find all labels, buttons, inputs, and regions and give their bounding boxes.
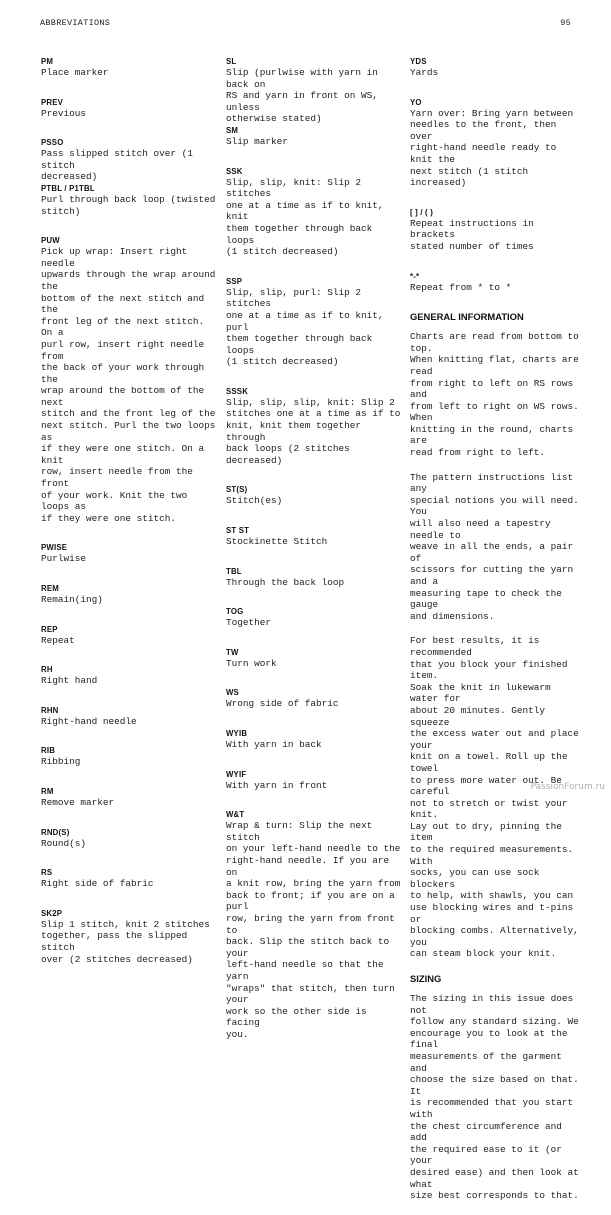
abbr-entry — [41, 56, 216, 79]
abbr-term: RM — [41, 786, 54, 796]
abbreviations-column-1 — [41, 56, 216, 983]
abbreviations-column-2 — [226, 56, 406, 1058]
abbr-entry — [41, 624, 216, 647]
abbr-entry — [410, 207, 582, 253]
abbr-entry — [226, 687, 406, 710]
abbr-definition: Right hand — [41, 675, 98, 687]
abbr-term: RS — [41, 868, 53, 878]
abbr-entry — [226, 525, 406, 548]
abbr-definition: Turn work — [226, 657, 277, 669]
abbr-term: ST ST — [226, 526, 250, 536]
abbr-term: SSP — [226, 276, 243, 286]
abbr-definition: Right side of fabric — [41, 878, 154, 890]
abbr-entry — [41, 235, 216, 524]
abbr-definition: Place marker — [41, 67, 109, 78]
abbr-definition: Through the back loop — [226, 576, 345, 588]
abbr-term: RND(S) — [41, 827, 70, 837]
abbr-term: PSSO — [41, 138, 64, 148]
abbr-definition: Pass slipped stitch over (1 stitch decreased) — [41, 148, 193, 183]
abbr-definition: Wrap & turn: Slip the next stitch on your left-hand needle to the right-hand needle. If you are on a knit row, bring the yarn from back to front; if you are on a purl row, bring the yarn from front to back. Slip the stitch back to your left-hand needle so that the yarn "wraps" that stitch, then turn your work so the other side is facing you. — [226, 820, 401, 1040]
abbr-term: RHN — [41, 705, 59, 715]
abbr-definition: Right-hand needle — [41, 715, 137, 727]
abbr-term: [ ] / ( ) — [410, 207, 434, 217]
abbr-definition: Remain(ing) — [41, 594, 103, 605]
abbr-term: SSSK — [226, 386, 249, 396]
abbr-term: PTBL / P1TBL — [41, 183, 95, 193]
abbr-definition: Slip, slip, knit: Slip 2 stitches one at a time as if to knit, knit them together through back loops (1 stitch decreased) — [226, 176, 384, 258]
abbr-entry — [226, 484, 406, 507]
abbr-entry — [41, 664, 216, 687]
abbr-definition: Purlwise — [41, 553, 87, 565]
abbr-entry — [41, 827, 216, 850]
abbr-definition: Previous — [41, 107, 87, 119]
abbr-entry — [41, 583, 216, 606]
abbr-definition: Yards — [410, 67, 439, 78]
abbr-entry — [226, 56, 406, 125]
abbr-entry — [226, 125, 406, 148]
abbr-term: REM — [41, 584, 59, 593]
abbr-term: SK2P — [41, 908, 63, 918]
abbr-entry — [226, 386, 406, 467]
abbr-entry — [41, 867, 216, 890]
abbr-definition: Round(s) — [41, 837, 87, 849]
abbr-definition: Slip marker — [226, 135, 288, 147]
abbr-term: YO — [410, 97, 422, 107]
abbr-term: RH — [41, 665, 53, 675]
abbr-entry — [410, 56, 582, 79]
abbr-term: ST(S) — [226, 485, 248, 495]
abbr-definition: Purl through back loop (twisted stitch) — [41, 193, 216, 217]
abbr-term: TW — [226, 647, 239, 657]
abbr-entry — [410, 97, 582, 189]
abbr-entry — [226, 809, 406, 1040]
abbr-term: SM — [226, 125, 239, 135]
running-header: ABBREVIATIONS — [40, 18, 111, 28]
abbr-term: PWISE — [41, 543, 68, 553]
abbr-term: PM — [41, 57, 54, 66]
abbr-definition: Slip (purlwise with yarn in back on RS and yarn in front on WS, unless otherwise stated) — [226, 67, 378, 125]
abbr-definition: Slip 1 stitch, knit 2 stitches together, pass the slipped stitch over (2 stitches decreased) — [41, 918, 210, 965]
abbr-term: PREV — [41, 97, 64, 107]
abbreviations-column-3 — [410, 56, 582, 1215]
abbr-entry — [226, 647, 406, 670]
general-paragraph: The pattern instructions list any special notions you will need. You will also need a tapestry needle to weave in all the ends, a pair of scissors for cutting the yarn and a measuring tape to check the gauge and dimensions. — [410, 471, 579, 622]
general-paragraph: Charts are read from bottom to top. When knitting flat, charts are read from right to left on RS rows and from left to right on WS rows. When knitting in the round, charts are read from right to left. — [410, 331, 579, 459]
sizing-heading: SIZING — [410, 973, 442, 984]
abbr-term: WYIF — [226, 769, 247, 779]
abbr-entry — [226, 606, 406, 629]
abbr-definition: Stockinette Stitch — [226, 536, 328, 548]
general-paragraph: For best results, it is recommended that you block your finished item. Soak the knit in lukewarm water for about 20 minutes. Gently squeeze the excess water out and place your knit on a towel. Roll up the towel to press more water out. Be careful not to stretch or twist your knit. Lay out to dry, pinning the item to the required measurements. With socks, you can use sock blockers to help, with shawls, you can use blocking wires and t-pins or blocking combs. Alternatively, you can steam block your knit. — [410, 635, 579, 960]
abbr-term: RIB — [41, 746, 56, 756]
abbr-term: SL — [226, 57, 237, 66]
abbr-definition: Remove marker — [41, 796, 115, 808]
abbr-entry — [226, 166, 406, 258]
abbr-entry — [41, 137, 216, 183]
abbr-definition: Slip, slip, slip, knit: Slip 2 stitches one at a time as if to knit, knit them together through back loops (2 stitches decreased) — [226, 396, 401, 466]
abbr-term: SSK — [226, 166, 243, 176]
sizing-paragraph: The sizing in this issue does not follow any standard sizing. We encourage you to look at the final measurements of the garment and choose the size based on that. It is recommended that you start with the chest circumference and add the required ease to it (or your desired ease) and then look at what size best corresponds to that. — [410, 993, 579, 1202]
abbr-term: W&T — [226, 810, 245, 820]
watermark: PassionForum.ru — [530, 782, 605, 792]
abbr-entry — [41, 183, 216, 217]
abbr-definition: Repeat — [41, 634, 75, 646]
abbr-definition: With yarn in back — [226, 739, 322, 750]
abbr-entry — [41, 97, 216, 120]
abbr-definition: Pick up wrap: Insert right needle upwards through the wrap around the bottom of the next stitch and the front leg of the next stitch. On a purl row, insert right needle from the back of your work through the wrap around the bottom of the next stitch and the front leg of the next stitch. Purl the two loops as if they were one stitch. On a knit row, insert needle from the front of your work. Knit the two loops as if they were one stitch. — [41, 246, 216, 524]
abbr-definition: Together — [226, 617, 272, 629]
abbr-entry — [226, 566, 406, 589]
abbr-term: WS — [226, 688, 239, 698]
abbr-term: WYIB — [226, 729, 248, 738]
abbr-definition: Ribbing — [41, 756, 81, 768]
abbr-definition: Wrong side of fabric — [226, 698, 339, 710]
abbr-entry — [41, 745, 216, 768]
abbr-entry — [41, 908, 216, 965]
abbr-definition: Stitch(es) — [226, 495, 283, 507]
abbr-definition: Slip, slip, purl: Slip 2 stitches one at a time as if to knit, purl them together through back loops (1 stitch decreased) — [226, 286, 384, 368]
page-number: 95 — [560, 18, 571, 28]
abbr-term: TOG — [226, 607, 244, 617]
abbr-term: TBL — [226, 566, 242, 576]
abbr-definition: Repeat instructions in brackets stated number of times — [410, 217, 534, 252]
abbr-entry — [41, 705, 216, 728]
abbr-entry — [226, 769, 406, 792]
abbr-entry — [226, 728, 406, 751]
abbr-entry — [41, 786, 216, 809]
abbr-entry — [226, 276, 406, 368]
abbr-definition: Repeat from * to * — [410, 281, 512, 293]
abbr-entry — [41, 542, 216, 565]
abbr-definition: With yarn in front — [226, 779, 328, 791]
abbr-definition: Yarn over: Bring yarn between needles to the front, then over right-hand needle ready to knit the next stitch (1 stitch increased) — [410, 107, 574, 189]
abbr-entry — [410, 271, 582, 294]
abbr-term: YDS — [410, 57, 427, 66]
abbr-term: *-* — [410, 271, 420, 281]
general-information-heading: GENERAL INFORMATION — [410, 311, 524, 323]
abbr-term: REP — [41, 624, 58, 634]
abbr-term: PUW — [41, 236, 60, 246]
